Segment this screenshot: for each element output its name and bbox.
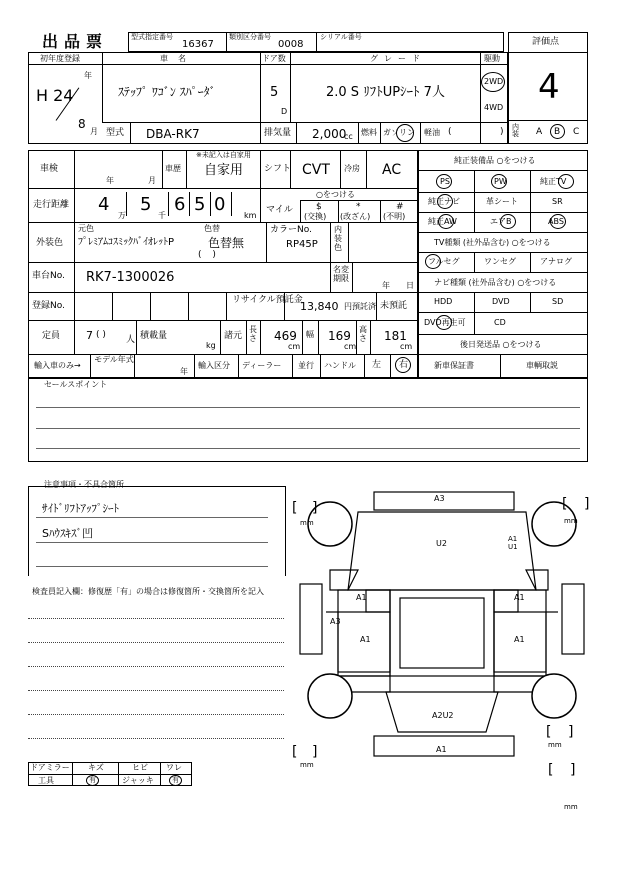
recycle-value: 13,840 — [300, 300, 339, 313]
doors-label: ドア数 — [262, 54, 286, 63]
interior-grade-b: B — [554, 127, 561, 137]
damage-side: A3 — [330, 617, 341, 626]
recycle-label: リサイクル預託金 — [232, 295, 303, 305]
sales-point-section — [28, 378, 588, 462]
score-value: 4 — [538, 67, 560, 107]
svg-text:]: ] — [584, 496, 590, 512]
tv-title: TV種類 (社外品含む) ○をつける — [434, 238, 551, 247]
damage-hood: U2 — [436, 539, 447, 548]
grade-value: 2.0 S ﾘﾌﾄUPｼｰﾄ 7人 — [326, 85, 445, 100]
svg-text:[: [ — [546, 724, 552, 740]
import-label: 輸入車のみ→ — [34, 361, 81, 370]
docs-title: 後日発送品 ○をつける — [460, 340, 542, 349]
color-no: RP45P — [286, 239, 318, 250]
oem-title: 純正装備品 ○をつける — [454, 156, 536, 165]
dims-label: 諸元 — [224, 331, 243, 341]
color-label: 外装色 — [36, 238, 64, 248]
svg-text:]: ] — [570, 762, 576, 778]
svg-text:]: ] — [312, 500, 318, 516]
first-reg-month: 8 — [78, 117, 86, 131]
navi-title: ナビ種類 (社外品含む) ○をつける — [434, 278, 557, 287]
car-damage-diagram — [286, 478, 598, 818]
shift-label: シフト — [264, 164, 292, 174]
damage-left-rear-door: A1 — [360, 635, 371, 644]
drive-2wd: 2WD — [484, 77, 504, 86]
history-label: 車歴 — [165, 164, 181, 173]
svg-text:[: [ — [292, 744, 298, 760]
displacement-value: 2,000 — [312, 127, 347, 141]
reg-label: 登録No. — [32, 301, 65, 311]
handle-label: ハンドル — [324, 361, 356, 370]
drive-2wd-circle — [481, 72, 505, 92]
interior-grade-circle — [550, 124, 565, 139]
original-color: ﾌﾟﾚﾐｱﾑｺｽﾐｯｸﾊﾞｲｵﾚｯﾄP — [78, 237, 175, 248]
model-year-label: モデル年式 — [94, 355, 134, 364]
damage-fender: A1 U1 — [508, 535, 518, 551]
spec-section — [28, 150, 418, 378]
class-label: 類別区分番号 — [229, 33, 271, 41]
form-title: 出品票 — [42, 32, 109, 51]
fuel-diesel: 軽油 — [424, 128, 440, 137]
svg-text:]: ] — [312, 744, 318, 760]
interior-grade-c: C — [573, 127, 580, 137]
grade-label: グレード — [370, 54, 426, 63]
color-no-label: カラーNo. — [270, 225, 312, 235]
svg-text:[: [ — [292, 500, 298, 516]
shift-value: CVT — [302, 162, 330, 178]
width-value: 169 — [328, 329, 351, 343]
car-name-label: 車名 — [160, 54, 196, 63]
displacement-label: 排気量 — [264, 128, 292, 138]
drive-4wd: 4WD — [484, 103, 504, 112]
repaint-value: 色替無 — [208, 236, 245, 250]
ac-value: AC — [382, 162, 402, 178]
interior-label: 内装 — [512, 123, 519, 138]
doors-value: 5 — [270, 85, 279, 100]
mileage-label: 走行距離 — [33, 200, 70, 210]
damage-left-front-door: A1 — [356, 593, 367, 602]
model-value: DBA-RK7 — [146, 127, 200, 141]
deadline-label: 名変期限 — [333, 265, 349, 283]
length-value: 469 — [274, 329, 297, 343]
recycle-status: 未預託 — [380, 301, 408, 311]
serial-label: シリアル番号 — [320, 33, 362, 41]
interior-color-label: 内装色 — [334, 225, 342, 252]
capacity-label: 定員 — [42, 331, 61, 341]
interior-grade-a: A — [536, 127, 543, 137]
capacity-value: 7 — [86, 329, 93, 342]
first-reg-year: H 24 — [36, 86, 74, 105]
fuel-gasoline-circle — [396, 124, 414, 142]
inspection-label: 車検 — [40, 164, 59, 174]
damage-tailgate: A2U2 — [432, 711, 454, 720]
note-line-2: Sﾊｳｽｷｽﾞ凹 — [42, 527, 93, 540]
score-label: 評価点 — [532, 37, 560, 47]
damage-right-front-door: A1 — [514, 593, 525, 602]
damage-right-rear-door: A1 — [514, 635, 525, 644]
class-number: 0008 — [278, 39, 304, 50]
type-label: 型式指定番号 — [131, 33, 173, 41]
chassis-label: 車台No. — [32, 271, 65, 281]
fuel-label: 燃料 — [361, 128, 377, 137]
history-value: 自家用 — [204, 163, 244, 178]
first-reg-label: 初年度登録 — [40, 54, 80, 63]
svg-text:[: [ — [562, 496, 568, 512]
inspector-label: 検査員記入欄：修復歴「有」の場合は修復箇所・交換箇所を記入 — [32, 587, 264, 596]
ac-label: 冷房 — [344, 164, 360, 173]
mile-label: マイル — [266, 205, 293, 215]
car-name: ｽﾃｯﾌﾟ ﾜｺﾞﾝ ｽﾊﾟｰﾀﾞ — [118, 85, 216, 99]
notes-label: 注意事項・不具合箇所 — [44, 480, 124, 489]
fuel-gasoline: ガソリン — [383, 128, 415, 137]
import-class-label: 輸入区分 — [198, 361, 230, 370]
sales-point-label: セールスポイント — [44, 380, 108, 389]
chassis-number: RK7-1300026 — [86, 270, 175, 285]
type-number: 16367 — [182, 39, 214, 50]
svg-text:[: [ — [548, 762, 554, 778]
svg-text:]: ] — [568, 724, 574, 740]
height-value: 181 — [384, 329, 407, 343]
load-label: 積載量 — [140, 331, 168, 341]
drive-label: 駆動 — [484, 54, 500, 63]
note-line-1: ｻｲﾄﾞﾘﾌﾄｱｯﾌﾟｼｰﾄ — [42, 502, 119, 515]
damage-front-bumper: A3 — [434, 494, 445, 503]
damage-rear-bumper: A1 — [436, 745, 447, 754]
handle-right-circle — [395, 357, 411, 373]
model-label: 型式 — [106, 128, 125, 138]
